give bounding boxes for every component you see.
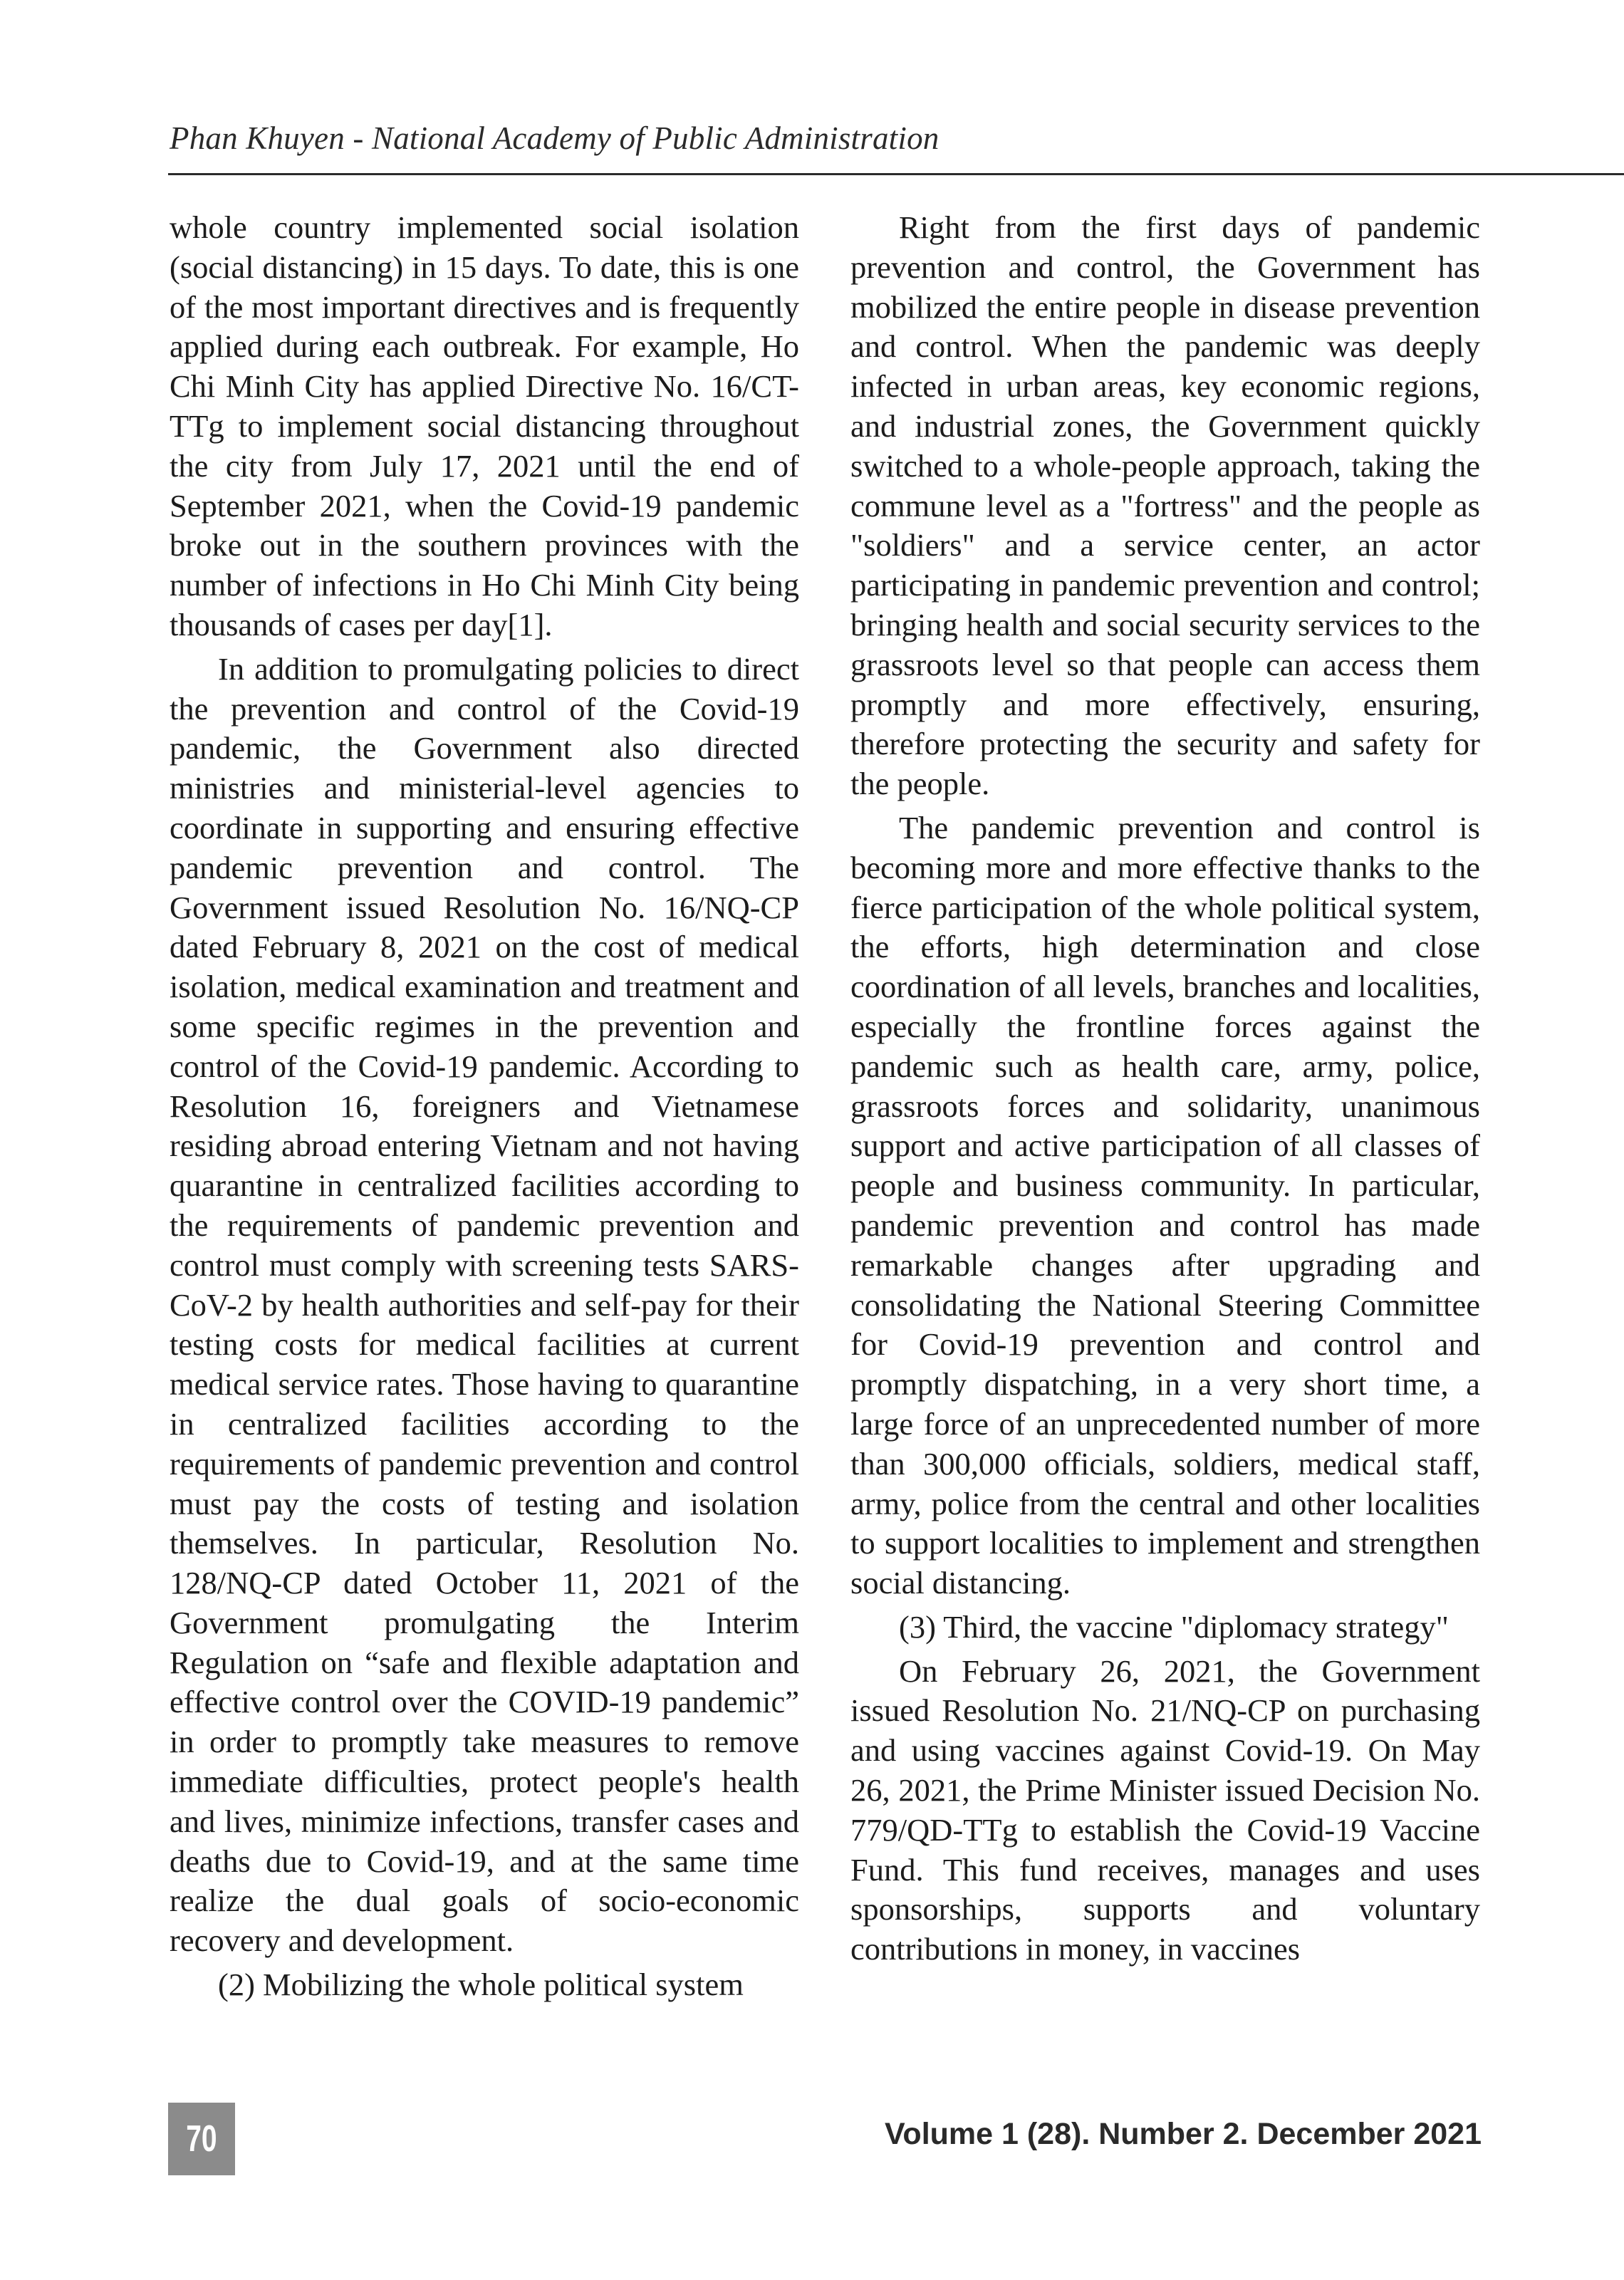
section-heading-3: (3) Third, the vaccine "diplomacy strategy" (899, 1608, 1449, 1645)
journal-volume-info: Volume 1 (28). Number 2. December 2021 (884, 2117, 1482, 2151)
right-column (850, 208, 1480, 1974)
left-column (170, 208, 799, 2009)
page-number: 70 (186, 2118, 217, 2160)
left-paragraph-2: In addition to promulgating policies to direct the prevention and control of the Covid-19 pandemic, the Government also directed ministries and ministerial-level agencies to coordinate in supporting and ensuring effective pandemic prevention and control. The Government issued Resolution No. 16/NQ-CP dated February 8, 2021 on the cost of medical isolation, medical examination and treatment and some specific regimes in the prevention and control of the Covid-19 pandemic. According to Resolution 16, foreigners and Vietnamese residing abroad entering Vietnam and not having quarantine in centralized facilities according to the requirements of pandemic prevention and control must comply with screening tests SARS-CoV-2 by health authorities and self-pay for their testing costs for medical facilities at current medical service rates. Those having to quarantine in centralized facilities according to the requirements of pandemic prevention and control must pay the costs of testing and isolation themselves. In particular, Resolution No. 128/NQ-CP dated October 11, 2021 of the Government promulgating the Interim Regulation on “safe and flexible adaptation and effective control over the COVID-19 pandemic” in order to promptly take measures to remove immediate difficulties, protect people's health and lives, minimize infections, transfer cases and deaths due to Covid-19, and at the same time realize the dual goals of socio-economic recovery and development. (170, 650, 799, 1959)
header-divider (168, 173, 1624, 175)
left-paragraph-1: whole country implemented social isolation (social distancing) in 15 days. To date, this is one of the most important directives and is frequently applied during each outbreak. For example, Ho Chi Minh City has applied Directive No. 16/CT-TTg to implement social distancing throughout the city from July 17, 2021 until the end of September 2021, when the Covid-19 pandemic broke out in the southern provinces with the number of infections in Ho Chi Minh City being thousands of cases per day[1]. (170, 209, 799, 642)
running-header-title: Phan Khuyen - National Academy of Public Administration (170, 120, 939, 156)
section-heading-2: (2) Mobilizing the whole political system (218, 1967, 744, 2003)
right-paragraph-1: Right from the first days of pandemic prevention and control, the Government has mobilized the entire people in disease prevention and control. When the pandemic was deeply infected in urban areas, key economic regions, and industrial zones, the Government quickly switched to a whole-people approach, taking the commune level as a "fortress" and the people as "soldiers" and a service center, an actor participating in pandemic prevention and control; bringing health and social security services to the grassroots level so that people can access them promptly and more effectively, ensuring, therefore protecting the security and safety for the people. (850, 209, 1480, 802)
right-paragraph-3: On February 26, 2021, the Government issued Resolution No. 21/NQ-CP on purchasing and using vaccines against Covid-19. On May 26, 2021, the Prime Minister issued Decision No. 779/QD-TTg to establish the Covid-19 Vaccine Fund. This fund receives, manages and uses sponsorships, supports and voluntary contributions in money, in vaccines (850, 1652, 1480, 1967)
right-paragraph-2: The pandemic prevention and control is becoming more and more effective thanks to the fierce participation of the whole political system, the efforts, high determination and close coordination of all levels, branches and localities, especially the frontline forces against the pandemic such as health care, army, police, grassroots forces and solidarity, unanimous support and active participation of all classes of people and business community. In particular, pandemic prevention and control has made remarkable changes after upgrading and consolidating the National Steering Committee for Covid-19 prevention and control and promptly dispatching, in a very short time, a large force of an unprecedented number of more than 300,000 officials, soldiers, medical staff, army, police from the central and other localities to support localities to implement and strengthen social distancing. (850, 809, 1480, 1601)
page-number-badge (168, 2103, 235, 2175)
